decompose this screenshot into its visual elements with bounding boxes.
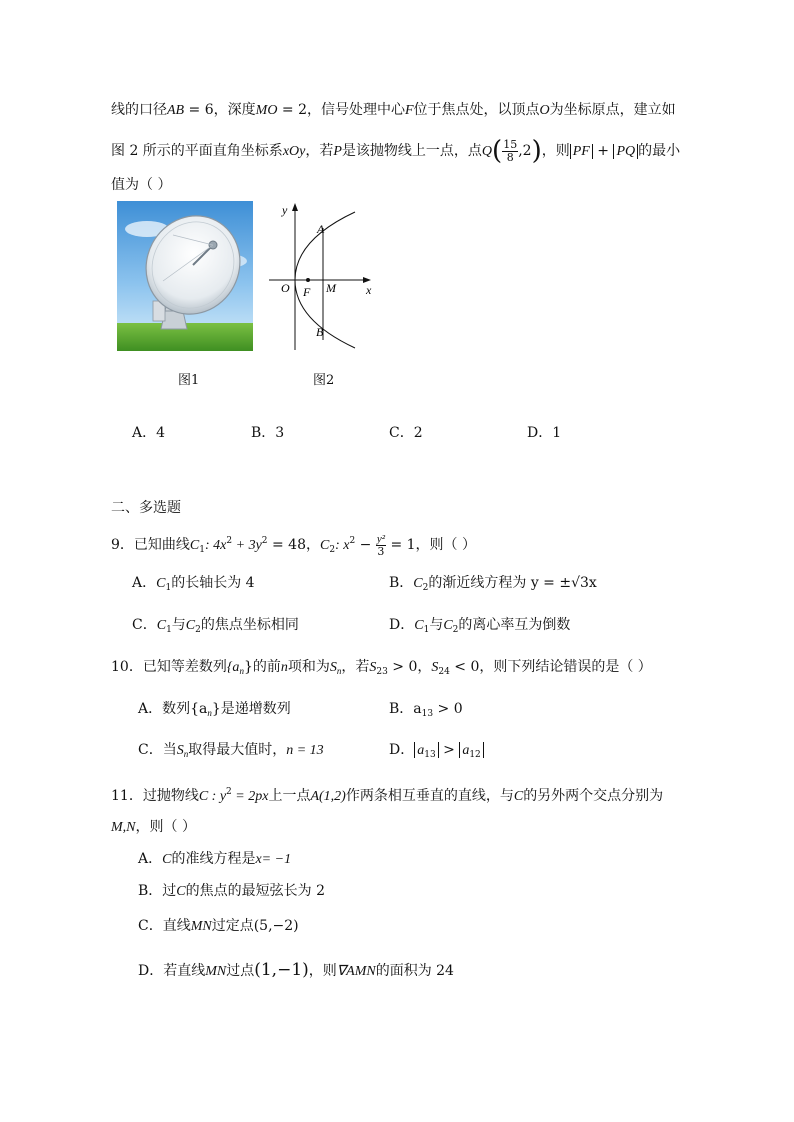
y-axis-label: y (282, 203, 288, 217)
q9-option-c[interactable]: C．$C_1$与$C_2$的焦点坐标相同 (132, 617, 299, 635)
point-a-label: A (317, 222, 325, 236)
q10-option-a[interactable]: A．数列$\{a_n\}$是递增数列 (138, 701, 291, 718)
q11-option-c[interactable]: C．直线MN过定点(5,−2) (138, 918, 299, 934)
q9-option-b[interactable]: B．$C_2$的渐近线方程为 y = ±√3x (389, 575, 597, 593)
q8-stem-line1: 线的口径AB = 6，深度MO = 2，信号处理中心F位于焦点处，以顶点O为坐标原点，建立如 (111, 102, 676, 118)
q8-stem-line2: 图 2 所示的平面直角坐标系xOy，若P是该抛物线上一点，点Q( $\frac{15}{8}$ ,2)，则 PF + PQ 的最小 (111, 136, 681, 166)
q10-option-c[interactable]: C．当$S_n$取得最大值时，n = 13 (138, 742, 324, 759)
y-axis-arrow (292, 203, 298, 211)
parabola-diagram (265, 200, 385, 352)
q9-stem: 9．已知曲线$C_1$: $4x^2 + 3y^2 = 48$，$C_2$: $x^2$ − $\frac{\text{y²}}{3}$ = 1，则（ ） (111, 532, 477, 558)
point-b-label: B (316, 325, 324, 339)
q10-stem: 10．已知等差数列$\{a_n\}$的前n项和为$S_n$，若$S_{23} > 0$，$S_{24} < 0$，则下列结论错误的是（ ） (111, 659, 652, 677)
focus-point (306, 278, 310, 282)
q11-stem-line2: M,N，则（ ） (111, 819, 196, 835)
q10-option-d[interactable]: D． $a_{13} > a_{12}$ (389, 740, 484, 765)
q10-option-b[interactable]: B．$a_{13} > 0$ (389, 701, 463, 719)
q8-stem-line3: 值为（ ） (111, 177, 172, 193)
q8-option-a[interactable]: A．4 (132, 425, 166, 441)
q9-option-a[interactable]: A．$C_1$的长轴长为 4 (132, 575, 255, 593)
figure1-caption: 图1 (178, 373, 200, 388)
point-m-label: M (326, 281, 336, 295)
origin-label: O (281, 281, 290, 295)
q8-option-c[interactable]: C．2 (389, 425, 423, 441)
figure2-caption: 图2 (313, 373, 335, 388)
section-title-multiple-choice: 二、多选题 (111, 500, 181, 516)
q11-option-a[interactable]: A．C的准线方程是x= −1 (138, 851, 292, 867)
q-x-fraction: $\frac{15}{8}$ (503, 137, 518, 164)
q11-stem-line1: 11．过抛物线C : $y^2 = 2px$上一点A(1,2)作两条相互垂直的直线，与C的另外两个交点分别为 (111, 787, 664, 804)
x-axis-label: x (366, 283, 372, 297)
focus-label: F (303, 285, 311, 299)
q8-option-d[interactable]: D．1 (527, 425, 562, 441)
q11-option-d[interactable]: D．若直线MN过点(1,−1)，则∇AMN的面积为 24 (138, 960, 454, 980)
q9-option-d[interactable]: D．$C_1$与$C_2$的离心率互为倒数 (389, 617, 571, 635)
q11-option-b[interactable]: B．过C的焦点的最短弦长为 2 (138, 883, 325, 899)
satellite-dish-image (117, 201, 253, 351)
q8-option-b[interactable]: B．3 (251, 425, 285, 441)
